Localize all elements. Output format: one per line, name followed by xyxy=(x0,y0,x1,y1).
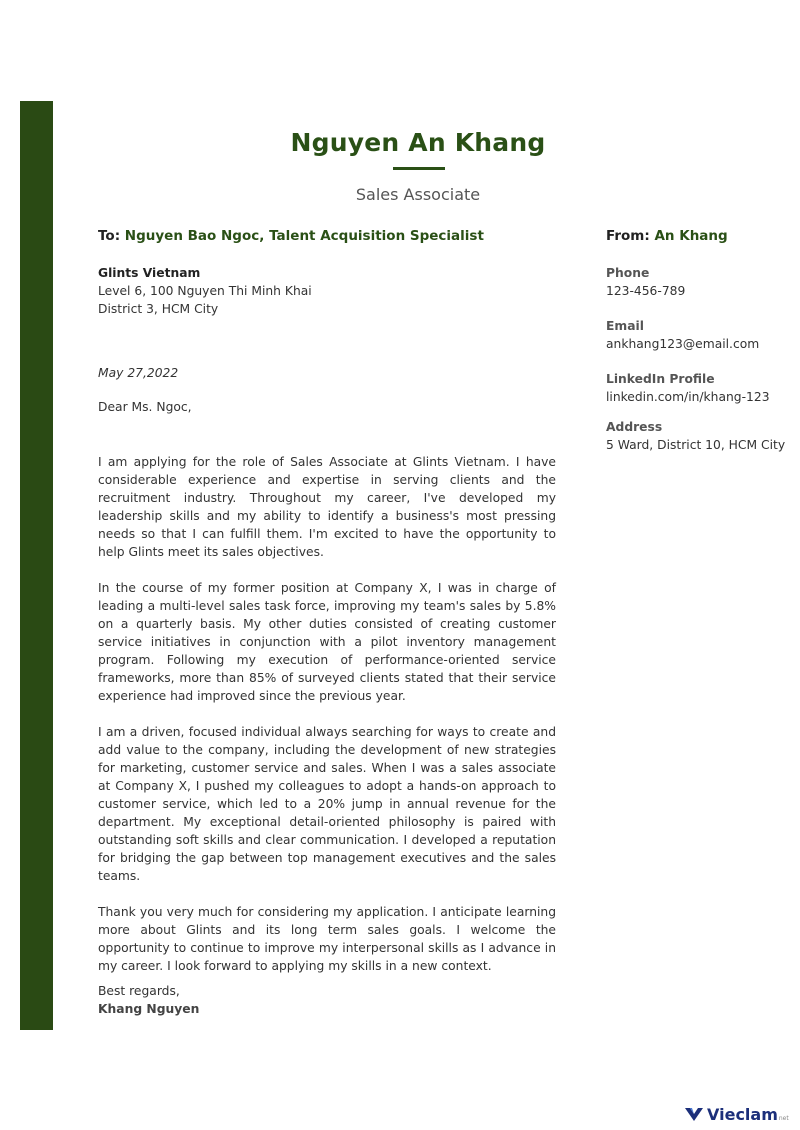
contact-email-label: Email xyxy=(606,319,644,333)
recipient-heading xyxy=(98,228,484,244)
contact-address-value: 5 Ward, District 10, HCM City xyxy=(606,438,786,452)
contact-address xyxy=(606,418,785,454)
contact-email xyxy=(606,317,759,353)
recipient-company: Glints Vietnam xyxy=(98,266,201,280)
contact-phone xyxy=(606,264,685,300)
recipient-address xyxy=(98,264,312,318)
recipient-address-line1: Level 6, 100 Nguyen Thi Minh Khai xyxy=(98,284,312,298)
name-underline xyxy=(393,167,445,170)
contact-linkedin-label: LinkedIn Profile xyxy=(606,372,715,386)
letter-salutation: Dear Ms. Ngoc, xyxy=(98,400,192,414)
letter-paragraph: I am applying for the role of Sales Associate at Glints Vietnam. I have considerable experience and expertise in serving clients and the recruitment industry. Throughout my career, I've developed my leadership skills and my ability to identify a business's most pressing needs so that I can fulfill them. I'm excited to have the opportunity to help Glints meet its sales objectives. xyxy=(98,455,556,559)
letter-closing xyxy=(98,982,199,1018)
applicant-name: Nguyen An Khang xyxy=(290,128,546,157)
contact-phone-label: Phone xyxy=(606,266,650,280)
recipient-address-line2: District 3, HCM City xyxy=(98,302,219,316)
letter-body xyxy=(98,453,556,993)
contact-address-label: Address xyxy=(606,420,663,434)
sender-heading xyxy=(606,228,728,244)
contact-linkedin xyxy=(606,370,770,406)
contact-email-value: ankhang123@email.com xyxy=(606,337,760,351)
signature-name: Khang Nguyen xyxy=(98,1002,200,1016)
sidebar-accent-bar xyxy=(20,101,53,1030)
vieclam-logo-icon xyxy=(684,1104,704,1124)
closing-phrase: Best regards, xyxy=(98,984,180,998)
letter-paragraph: I am a driven, focused individual always searching for ways to create and add value to the company, including the development of new strategies for marketing, customer service and sales. When I was a sales associate at Company X, I pushed my colleagues to adopt a hands-on approach to customer service, which led to a 20% jump in annual revenue for the department. My exceptional detail-oriented philosophy is paired with outstanding soft skills and clear communication. I developed a reputation for bridging the gap between top management executives and the sales teams. xyxy=(98,725,556,883)
vieclam-brand-text: Vieclam xyxy=(707,1104,778,1124)
vieclam-watermark xyxy=(684,1104,789,1124)
letter-date: May 27,2022 xyxy=(98,366,179,380)
applicant-title: Sales Associate xyxy=(355,185,481,204)
letter-paragraph: In the course of my former position at Company X, I was in charge of leading a multi-level sales task force, improving my team's sales by 5.8% on a quarterly basis. My other duties consisted of creating customer service initiatives in conjunction with a pilot inventory management program. Following my execution of performance-oriented service frameworks, more than 85% of surveyed clients stated that their service experience had improved since the previous year. xyxy=(98,581,556,703)
letter-paragraph: Thank you very much for considering my application. I anticipate learning more about Glints and its long term sales goals. I welcome the opportunity to continue to improve my interpersonal skills as I advance in my career. I look forward to applying my skills in a new context. xyxy=(98,905,556,973)
contact-linkedin-value: linkedin.com/in/khang-123 xyxy=(606,390,770,404)
vieclam-brand-suffix: net xyxy=(778,1114,789,1122)
sender-name: An Khang xyxy=(654,228,728,244)
to-label: To: xyxy=(98,228,121,244)
recipient-name: Nguyen Bao Ngoc, Talent Acquisition Specialist xyxy=(124,228,484,244)
from-label: From: xyxy=(606,228,650,244)
contact-phone-value: 123-456-789 xyxy=(606,284,686,298)
